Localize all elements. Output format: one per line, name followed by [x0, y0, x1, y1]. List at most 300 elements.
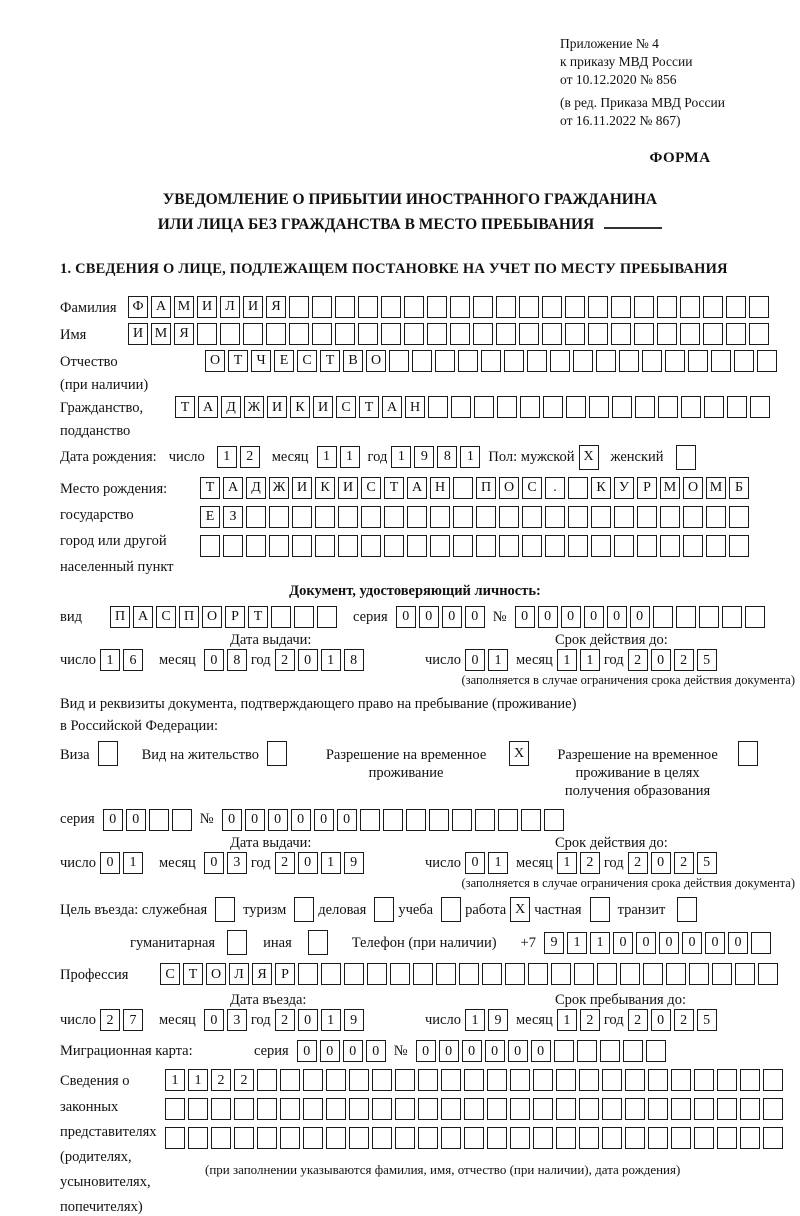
char-cell[interactable]: Л — [220, 296, 240, 318]
char-cell[interactable] — [372, 1127, 392, 1149]
char-cell[interactable] — [602, 1098, 622, 1120]
char-cell[interactable]: 2 — [674, 649, 694, 671]
char-cell[interactable]: 1 — [321, 649, 341, 671]
char-cell[interactable] — [694, 1127, 714, 1149]
char-cell[interactable] — [246, 506, 266, 528]
char-cell[interactable] — [568, 506, 588, 528]
char-cell[interactable] — [338, 506, 358, 528]
char-cell[interactable] — [634, 323, 654, 345]
char-cell[interactable]: Ж — [244, 396, 264, 418]
char-cell[interactable] — [551, 963, 571, 985]
char-cell[interactable] — [246, 535, 266, 557]
char-cell[interactable] — [372, 1098, 392, 1120]
char-cell[interactable]: А — [382, 396, 402, 418]
char-cell[interactable]: К — [290, 396, 310, 418]
char-cell[interactable]: А — [407, 477, 427, 499]
char-cell[interactable] — [257, 1127, 277, 1149]
char-cell[interactable] — [360, 809, 380, 831]
char-cell[interactable] — [579, 1127, 599, 1149]
char-cell[interactable] — [510, 1127, 530, 1149]
char-cell[interactable] — [481, 350, 501, 372]
char-cell[interactable]: С — [522, 477, 542, 499]
char-cell[interactable] — [637, 506, 657, 528]
char-cell[interactable] — [671, 1127, 691, 1149]
char-cell[interactable] — [312, 296, 332, 318]
char-cell[interactable] — [294, 606, 314, 628]
char-cell[interactable]: 0 — [204, 852, 224, 874]
char-cell[interactable]: 1 — [340, 446, 360, 468]
char-cell[interactable] — [395, 1069, 415, 1091]
char-cell[interactable] — [749, 323, 769, 345]
char-cell[interactable] — [680, 296, 700, 318]
char-cell[interactable] — [717, 1069, 737, 1091]
char-cell[interactable]: Е — [200, 506, 220, 528]
char-cell[interactable]: 9 — [544, 932, 564, 954]
char-cell[interactable]: У — [614, 477, 634, 499]
char-cell[interactable]: Е — [274, 350, 294, 372]
char-cell[interactable] — [738, 741, 758, 766]
char-cell[interactable] — [646, 1040, 666, 1062]
char-cell[interactable] — [349, 1098, 369, 1120]
char-cell[interactable]: Т — [228, 350, 248, 372]
char-cell[interactable] — [344, 963, 364, 985]
char-cell[interactable]: X — [509, 741, 529, 766]
char-cell[interactable]: 0 — [515, 606, 535, 628]
char-cell[interactable] — [383, 809, 403, 831]
char-cell[interactable] — [542, 323, 562, 345]
char-cell[interactable]: И — [243, 296, 263, 318]
char-cell[interactable]: Т — [175, 396, 195, 418]
char-cell[interactable] — [648, 1127, 668, 1149]
char-cell[interactable] — [349, 1127, 369, 1149]
char-cell[interactable]: 5 — [697, 852, 717, 874]
char-cell[interactable]: 1 — [321, 852, 341, 874]
char-cell[interactable] — [573, 350, 593, 372]
char-cell[interactable]: 0 — [561, 606, 581, 628]
char-cell[interactable] — [763, 1127, 783, 1149]
char-cell[interactable]: 9 — [344, 1009, 364, 1031]
char-cell[interactable]: Т — [384, 477, 404, 499]
char-cell[interactable]: 0 — [607, 606, 627, 628]
char-cell[interactable] — [335, 296, 355, 318]
char-cell[interactable] — [637, 535, 657, 557]
char-cell[interactable] — [326, 1069, 346, 1091]
char-cell[interactable] — [200, 535, 220, 557]
char-cell[interactable]: С — [336, 396, 356, 418]
char-cell[interactable]: И — [313, 396, 333, 418]
char-cell[interactable] — [545, 535, 565, 557]
char-cell[interactable] — [689, 963, 709, 985]
char-cell[interactable] — [625, 1069, 645, 1091]
char-cell[interactable] — [648, 1098, 668, 1120]
char-cell[interactable] — [568, 535, 588, 557]
char-cell[interactable] — [519, 296, 539, 318]
char-cell[interactable] — [620, 963, 640, 985]
char-cell[interactable] — [510, 1098, 530, 1120]
char-cell[interactable] — [611, 323, 631, 345]
char-cell[interactable] — [412, 350, 432, 372]
char-cell[interactable] — [544, 809, 564, 831]
char-cell[interactable] — [441, 897, 461, 922]
char-cell[interactable]: 2 — [275, 1009, 295, 1031]
char-cell[interactable] — [482, 963, 502, 985]
char-cell[interactable]: В — [343, 350, 363, 372]
char-cell[interactable]: М — [174, 296, 194, 318]
char-cell[interactable] — [220, 323, 240, 345]
char-cell[interactable]: 0 — [337, 809, 357, 831]
char-cell[interactable] — [450, 323, 470, 345]
char-cell[interactable] — [619, 350, 639, 372]
char-cell[interactable] — [464, 1098, 484, 1120]
char-cell[interactable] — [308, 930, 328, 955]
char-cell[interactable] — [634, 296, 654, 318]
char-cell[interactable] — [676, 445, 696, 470]
char-cell[interactable]: 6 — [123, 649, 143, 671]
char-cell[interactable] — [635, 396, 655, 418]
char-cell[interactable]: 2 — [234, 1069, 254, 1091]
char-cell[interactable] — [406, 809, 426, 831]
char-cell[interactable]: 1 — [460, 446, 480, 468]
char-cell[interactable]: 0 — [204, 649, 224, 671]
char-cell[interactable] — [384, 506, 404, 528]
char-cell[interactable] — [751, 932, 771, 954]
char-cell[interactable] — [611, 296, 631, 318]
char-cell[interactable]: А — [151, 296, 171, 318]
char-cell[interactable] — [694, 1098, 714, 1120]
char-cell[interactable] — [303, 1069, 323, 1091]
char-cell[interactable] — [643, 963, 663, 985]
char-cell[interactable]: 2 — [580, 1009, 600, 1031]
char-cell[interactable]: 0 — [100, 852, 120, 874]
char-cell[interactable]: 0 — [396, 606, 416, 628]
char-cell[interactable] — [522, 506, 542, 528]
char-cell[interactable] — [312, 323, 332, 345]
char-cell[interactable]: О — [206, 963, 226, 985]
char-cell[interactable] — [188, 1098, 208, 1120]
char-cell[interactable] — [165, 1098, 185, 1120]
char-cell[interactable] — [510, 1069, 530, 1091]
char-cell[interactable] — [326, 1098, 346, 1120]
char-cell[interactable]: 0 — [245, 809, 265, 831]
char-cell[interactable]: 2 — [628, 1009, 648, 1031]
char-cell[interactable]: 0 — [439, 1040, 459, 1062]
char-cell[interactable] — [476, 506, 496, 528]
char-cell[interactable] — [335, 323, 355, 345]
char-cell[interactable]: 1 — [321, 1009, 341, 1031]
char-cell[interactable] — [315, 535, 335, 557]
char-cell[interactable]: И — [338, 477, 358, 499]
char-cell[interactable]: 0 — [462, 1040, 482, 1062]
char-cell[interactable] — [497, 396, 517, 418]
char-cell[interactable] — [458, 350, 478, 372]
char-cell[interactable] — [149, 809, 169, 831]
char-cell[interactable]: 0 — [298, 852, 318, 874]
char-cell[interactable] — [428, 396, 448, 418]
char-cell[interactable]: X — [579, 445, 599, 470]
char-cell[interactable]: 0 — [465, 852, 485, 874]
char-cell[interactable] — [504, 350, 524, 372]
char-cell[interactable] — [625, 1098, 645, 1120]
char-cell[interactable] — [404, 296, 424, 318]
char-cell[interactable]: 0 — [291, 809, 311, 831]
char-cell[interactable] — [711, 350, 731, 372]
char-cell[interactable] — [694, 1069, 714, 1091]
char-cell[interactable]: А — [133, 606, 153, 628]
char-cell[interactable] — [726, 296, 746, 318]
char-cell[interactable]: Н — [405, 396, 425, 418]
char-cell[interactable] — [280, 1098, 300, 1120]
char-cell[interactable]: 0 — [508, 1040, 528, 1062]
char-cell[interactable]: С — [156, 606, 176, 628]
char-cell[interactable] — [407, 506, 427, 528]
char-cell[interactable]: 0 — [651, 1009, 671, 1031]
char-cell[interactable]: 1 — [567, 932, 587, 954]
char-cell[interactable] — [579, 1069, 599, 1091]
char-cell[interactable]: М — [660, 477, 680, 499]
char-cell[interactable] — [577, 1040, 597, 1062]
char-cell[interactable]: 0 — [636, 932, 656, 954]
char-cell[interactable] — [321, 963, 341, 985]
char-cell[interactable] — [750, 396, 770, 418]
char-cell[interactable] — [579, 1098, 599, 1120]
char-cell[interactable]: Т — [320, 350, 340, 372]
char-cell[interactable] — [550, 350, 570, 372]
char-cell[interactable] — [533, 1069, 553, 1091]
char-cell[interactable] — [596, 350, 616, 372]
char-cell[interactable] — [653, 606, 673, 628]
char-cell[interactable]: Т — [359, 396, 379, 418]
char-cell[interactable]: 2 — [275, 852, 295, 874]
char-cell[interactable]: 0 — [298, 1009, 318, 1031]
char-cell[interactable] — [706, 506, 726, 528]
char-cell[interactable] — [404, 323, 424, 345]
char-cell[interactable]: Т — [183, 963, 203, 985]
char-cell[interactable] — [487, 1098, 507, 1120]
char-cell[interactable] — [476, 535, 496, 557]
char-cell[interactable] — [665, 350, 685, 372]
char-cell[interactable]: 0 — [538, 606, 558, 628]
char-cell[interactable] — [597, 963, 617, 985]
char-cell[interactable]: И — [267, 396, 287, 418]
char-cell[interactable] — [269, 535, 289, 557]
char-cell[interactable]: О — [499, 477, 519, 499]
char-cell[interactable] — [496, 323, 516, 345]
char-cell[interactable]: Т — [200, 477, 220, 499]
char-cell[interactable] — [623, 1040, 643, 1062]
char-cell[interactable] — [427, 296, 447, 318]
char-cell[interactable] — [211, 1098, 231, 1120]
char-cell[interactable] — [361, 535, 381, 557]
char-cell[interactable] — [734, 350, 754, 372]
char-cell[interactable] — [703, 323, 723, 345]
char-cell[interactable]: К — [591, 477, 611, 499]
char-cell[interactable] — [683, 506, 703, 528]
char-cell[interactable] — [266, 323, 286, 345]
char-cell[interactable] — [234, 1098, 254, 1120]
char-cell[interactable] — [745, 606, 765, 628]
char-cell[interactable] — [666, 963, 686, 985]
char-cell[interactable]: А — [223, 477, 243, 499]
char-cell[interactable] — [676, 606, 696, 628]
char-cell[interactable] — [418, 1127, 438, 1149]
char-cell[interactable] — [441, 1127, 461, 1149]
char-cell[interactable] — [758, 963, 778, 985]
char-cell[interactable] — [545, 506, 565, 528]
char-cell[interactable]: . — [545, 477, 565, 499]
char-cell[interactable] — [505, 963, 525, 985]
char-cell[interactable] — [280, 1069, 300, 1091]
char-cell[interactable] — [591, 506, 611, 528]
char-cell[interactable] — [361, 506, 381, 528]
char-cell[interactable]: С — [297, 350, 317, 372]
char-cell[interactable] — [384, 535, 404, 557]
char-cell[interactable]: Л — [229, 963, 249, 985]
char-cell[interactable]: 0 — [613, 932, 633, 954]
char-cell[interactable] — [317, 606, 337, 628]
char-cell[interactable] — [533, 1127, 553, 1149]
char-cell[interactable] — [267, 741, 287, 766]
char-cell[interactable] — [390, 963, 410, 985]
char-cell[interactable]: 1 — [557, 852, 577, 874]
char-cell[interactable]: И — [128, 323, 148, 345]
char-cell[interactable] — [358, 323, 378, 345]
char-cell[interactable]: Р — [637, 477, 657, 499]
char-cell[interactable]: 0 — [268, 809, 288, 831]
char-cell[interactable] — [223, 535, 243, 557]
char-cell[interactable]: 1 — [488, 649, 508, 671]
char-cell[interactable]: 3 — [227, 1009, 247, 1031]
char-cell[interactable] — [450, 296, 470, 318]
char-cell[interactable] — [487, 1069, 507, 1091]
char-cell[interactable]: 1 — [100, 649, 120, 671]
char-cell[interactable]: М — [706, 477, 726, 499]
char-cell[interactable] — [453, 477, 473, 499]
char-cell[interactable] — [520, 396, 540, 418]
char-cell[interactable] — [556, 1098, 576, 1120]
char-cell[interactable] — [722, 606, 742, 628]
char-cell[interactable]: Д — [246, 477, 266, 499]
char-cell[interactable] — [211, 1127, 231, 1149]
char-cell[interactable] — [227, 930, 247, 955]
char-cell[interactable] — [499, 535, 519, 557]
char-cell[interactable]: 0 — [728, 932, 748, 954]
char-cell[interactable] — [498, 809, 518, 831]
char-cell[interactable]: 0 — [682, 932, 702, 954]
char-cell[interactable]: 0 — [705, 932, 725, 954]
char-cell[interactable] — [554, 1040, 574, 1062]
char-cell[interactable]: О — [202, 606, 222, 628]
char-cell[interactable] — [475, 809, 495, 831]
char-cell[interactable]: 5 — [697, 1009, 717, 1031]
char-cell[interactable]: 0 — [584, 606, 604, 628]
char-cell[interactable]: С — [160, 963, 180, 985]
char-cell[interactable] — [727, 396, 747, 418]
char-cell[interactable] — [407, 535, 427, 557]
char-cell[interactable] — [688, 350, 708, 372]
char-cell[interactable]: 0 — [465, 649, 485, 671]
char-cell[interactable]: 0 — [298, 649, 318, 671]
char-cell[interactable] — [729, 535, 749, 557]
char-cell[interactable] — [257, 1069, 277, 1091]
char-cell[interactable]: 0 — [416, 1040, 436, 1062]
char-cell[interactable] — [441, 1098, 461, 1120]
char-cell[interactable]: 0 — [465, 606, 485, 628]
char-cell[interactable]: Р — [225, 606, 245, 628]
char-cell[interactable]: Я — [266, 296, 286, 318]
char-cell[interactable] — [703, 296, 723, 318]
char-cell[interactable] — [452, 809, 472, 831]
char-cell[interactable] — [521, 809, 541, 831]
char-cell[interactable] — [589, 396, 609, 418]
char-cell[interactable] — [729, 506, 749, 528]
char-cell[interactable] — [602, 1127, 622, 1149]
char-cell[interactable]: 2 — [211, 1069, 231, 1091]
char-cell[interactable]: О — [205, 350, 225, 372]
char-cell[interactable] — [699, 606, 719, 628]
char-cell[interactable]: 0 — [366, 1040, 386, 1062]
char-cell[interactable] — [671, 1069, 691, 1091]
char-cell[interactable] — [717, 1127, 737, 1149]
char-cell[interactable] — [464, 1127, 484, 1149]
char-cell[interactable]: 1 — [391, 446, 411, 468]
char-cell[interactable] — [602, 1069, 622, 1091]
char-cell[interactable] — [588, 296, 608, 318]
char-cell[interactable]: 2 — [674, 852, 694, 874]
char-cell[interactable] — [172, 809, 192, 831]
char-cell[interactable] — [740, 1127, 760, 1149]
char-cell[interactable]: 0 — [204, 1009, 224, 1031]
char-cell[interactable] — [499, 506, 519, 528]
char-cell[interactable] — [215, 897, 235, 922]
char-cell[interactable] — [763, 1069, 783, 1091]
char-cell[interactable]: 2 — [674, 1009, 694, 1031]
char-cell[interactable] — [533, 1098, 553, 1120]
char-cell[interactable] — [197, 323, 217, 345]
char-cell[interactable] — [430, 506, 450, 528]
char-cell[interactable] — [612, 396, 632, 418]
char-cell[interactable] — [660, 535, 680, 557]
char-cell[interactable] — [625, 1127, 645, 1149]
char-cell[interactable] — [681, 396, 701, 418]
char-cell[interactable]: Ж — [269, 477, 289, 499]
char-cell[interactable]: 8 — [344, 649, 364, 671]
char-cell[interactable]: 2 — [628, 852, 648, 874]
char-cell[interactable] — [257, 1098, 277, 1120]
char-cell[interactable] — [464, 1069, 484, 1091]
char-cell[interactable]: 1 — [557, 1009, 577, 1031]
char-cell[interactable] — [660, 506, 680, 528]
char-cell[interactable] — [683, 535, 703, 557]
char-cell[interactable] — [427, 323, 447, 345]
char-cell[interactable] — [680, 323, 700, 345]
char-cell[interactable] — [763, 1098, 783, 1120]
char-cell[interactable]: О — [366, 350, 386, 372]
char-cell[interactable]: 1 — [317, 446, 337, 468]
char-cell[interactable] — [588, 323, 608, 345]
char-cell[interactable]: 2 — [580, 852, 600, 874]
char-cell[interactable]: К — [315, 477, 335, 499]
char-cell[interactable] — [556, 1069, 576, 1091]
char-cell[interactable] — [704, 396, 724, 418]
char-cell[interactable] — [528, 963, 548, 985]
char-cell[interactable] — [574, 963, 594, 985]
char-cell[interactable]: П — [110, 606, 130, 628]
char-cell[interactable] — [543, 396, 563, 418]
char-cell[interactable] — [542, 296, 562, 318]
char-cell[interactable]: П — [476, 477, 496, 499]
char-cell[interactable] — [289, 296, 309, 318]
char-cell[interactable]: 5 — [697, 649, 717, 671]
